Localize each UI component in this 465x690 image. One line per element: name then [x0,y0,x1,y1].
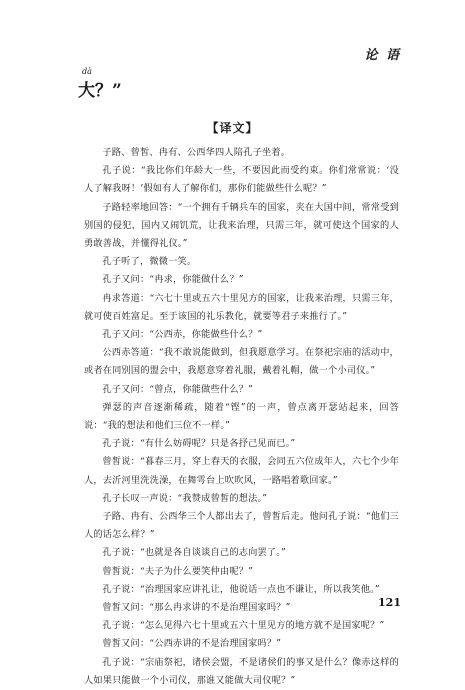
translation-heading: 【译文】 [206,121,259,135]
page-number: 121 [378,596,401,609]
paragraph: 曾皙说：“夫子为什么要笑仲由呢？” [102,565,253,577]
paragraph: 孔子长叹一声说：“我赞成曾皙的想法。” [102,492,268,504]
paragraph: 孔子说：“治理国家应讲礼让，他说话一点也不谦让，所以我笑他。” [102,583,380,595]
paragraph: 子路、冉有、公西华三个人都出去了，曾皙后走。他问孔子说：“他们三人的话怎么样？” [84,511,399,541]
paragraph: 子路、曾皙、冉有、公西华四人陪孔子坐着。 [102,147,291,158]
paragraph: 冉求答道：“六七十里或五六十里见方的国家，让我来治理，只需三年，就可使百姓富足。至于该国的礼乐教化，就要等君子来推行了。” [84,292,399,322]
paragraph: 孔子又问：“曾点，你能做些什么？” [102,383,253,395]
paragraph: 孔子说：“宗庙祭祀，诸侯会盟，不是诸侯们的事又是什么？像赤这样的人如果只能做一个小司仪，那谁又能做大司仪呢？” [84,656,399,686]
translation-body [84,144,399,690]
paragraph: 曾皙又问：“公西赤讲的不是治理国家吗？” [102,638,282,650]
previous-text-fragment: 大？” [78,81,122,101]
paragraph: 公西赤答道：“我不敢说能做到，但我愿意学习。在祭祀宗庙的活动中，或者在同别国的盟会中，我愿意穿着礼服，戴着礼帽，做一个小司仪。” [84,347,399,377]
paragraph: 弹瑟的声音逐渐稀疏，随着“铿”的一声，曾点离开瑟站起来，回答说：“我的想法和他们三位不一样。” [84,401,399,432]
paragraph: 孔子说：“怎么见得六七十里或五六十里见方的地方就不是国家呢？” [102,620,385,632]
paragraph: 子路轻率地回答：“一个拥有千辆兵车的国家，夹在大国中间，常常受到别国的侵犯，国内又闹饥荒，让我来治理，只需三年，就可使这个国家的人勇敢善战，并懂得礼仪。” [84,201,399,250]
paragraph: 孔子说：“也就是各自谈谈自己的志向罢了。” [102,547,286,559]
running-header-title: 论 语 [364,48,401,63]
paragraph: 孔子听了，微微一笑。 [102,256,197,268]
paragraph: 孔子说：“我比你们年龄大一些，不要因此而受约束。你们常常说：‘没人了解我呀！’假如有人了解你们，那你们能做些什么呢？” [84,165,399,195]
paragraph: 孔子又问：“冉求，你能做什么？” [102,274,244,286]
paragraph: 孔子又问：“公西赤，你能做些什么？” [102,329,263,341]
paragraph: 曾皙说：“暮春三月，穿上春天的衣服，会同五六位成年人，六七个少年人，去沂河里洗洗澡，在舞雩台上吹吹风，一路唱着歌回家。” [84,456,399,486]
paragraph: 曾皙又问：“那么冉求讲的不是治理国家吗？” [102,602,291,614]
pinyin-annotation: dà [82,67,92,76]
paragraph: 孔子说：“有什么妨碍呢？只是各抒己见而已。” [102,438,296,450]
